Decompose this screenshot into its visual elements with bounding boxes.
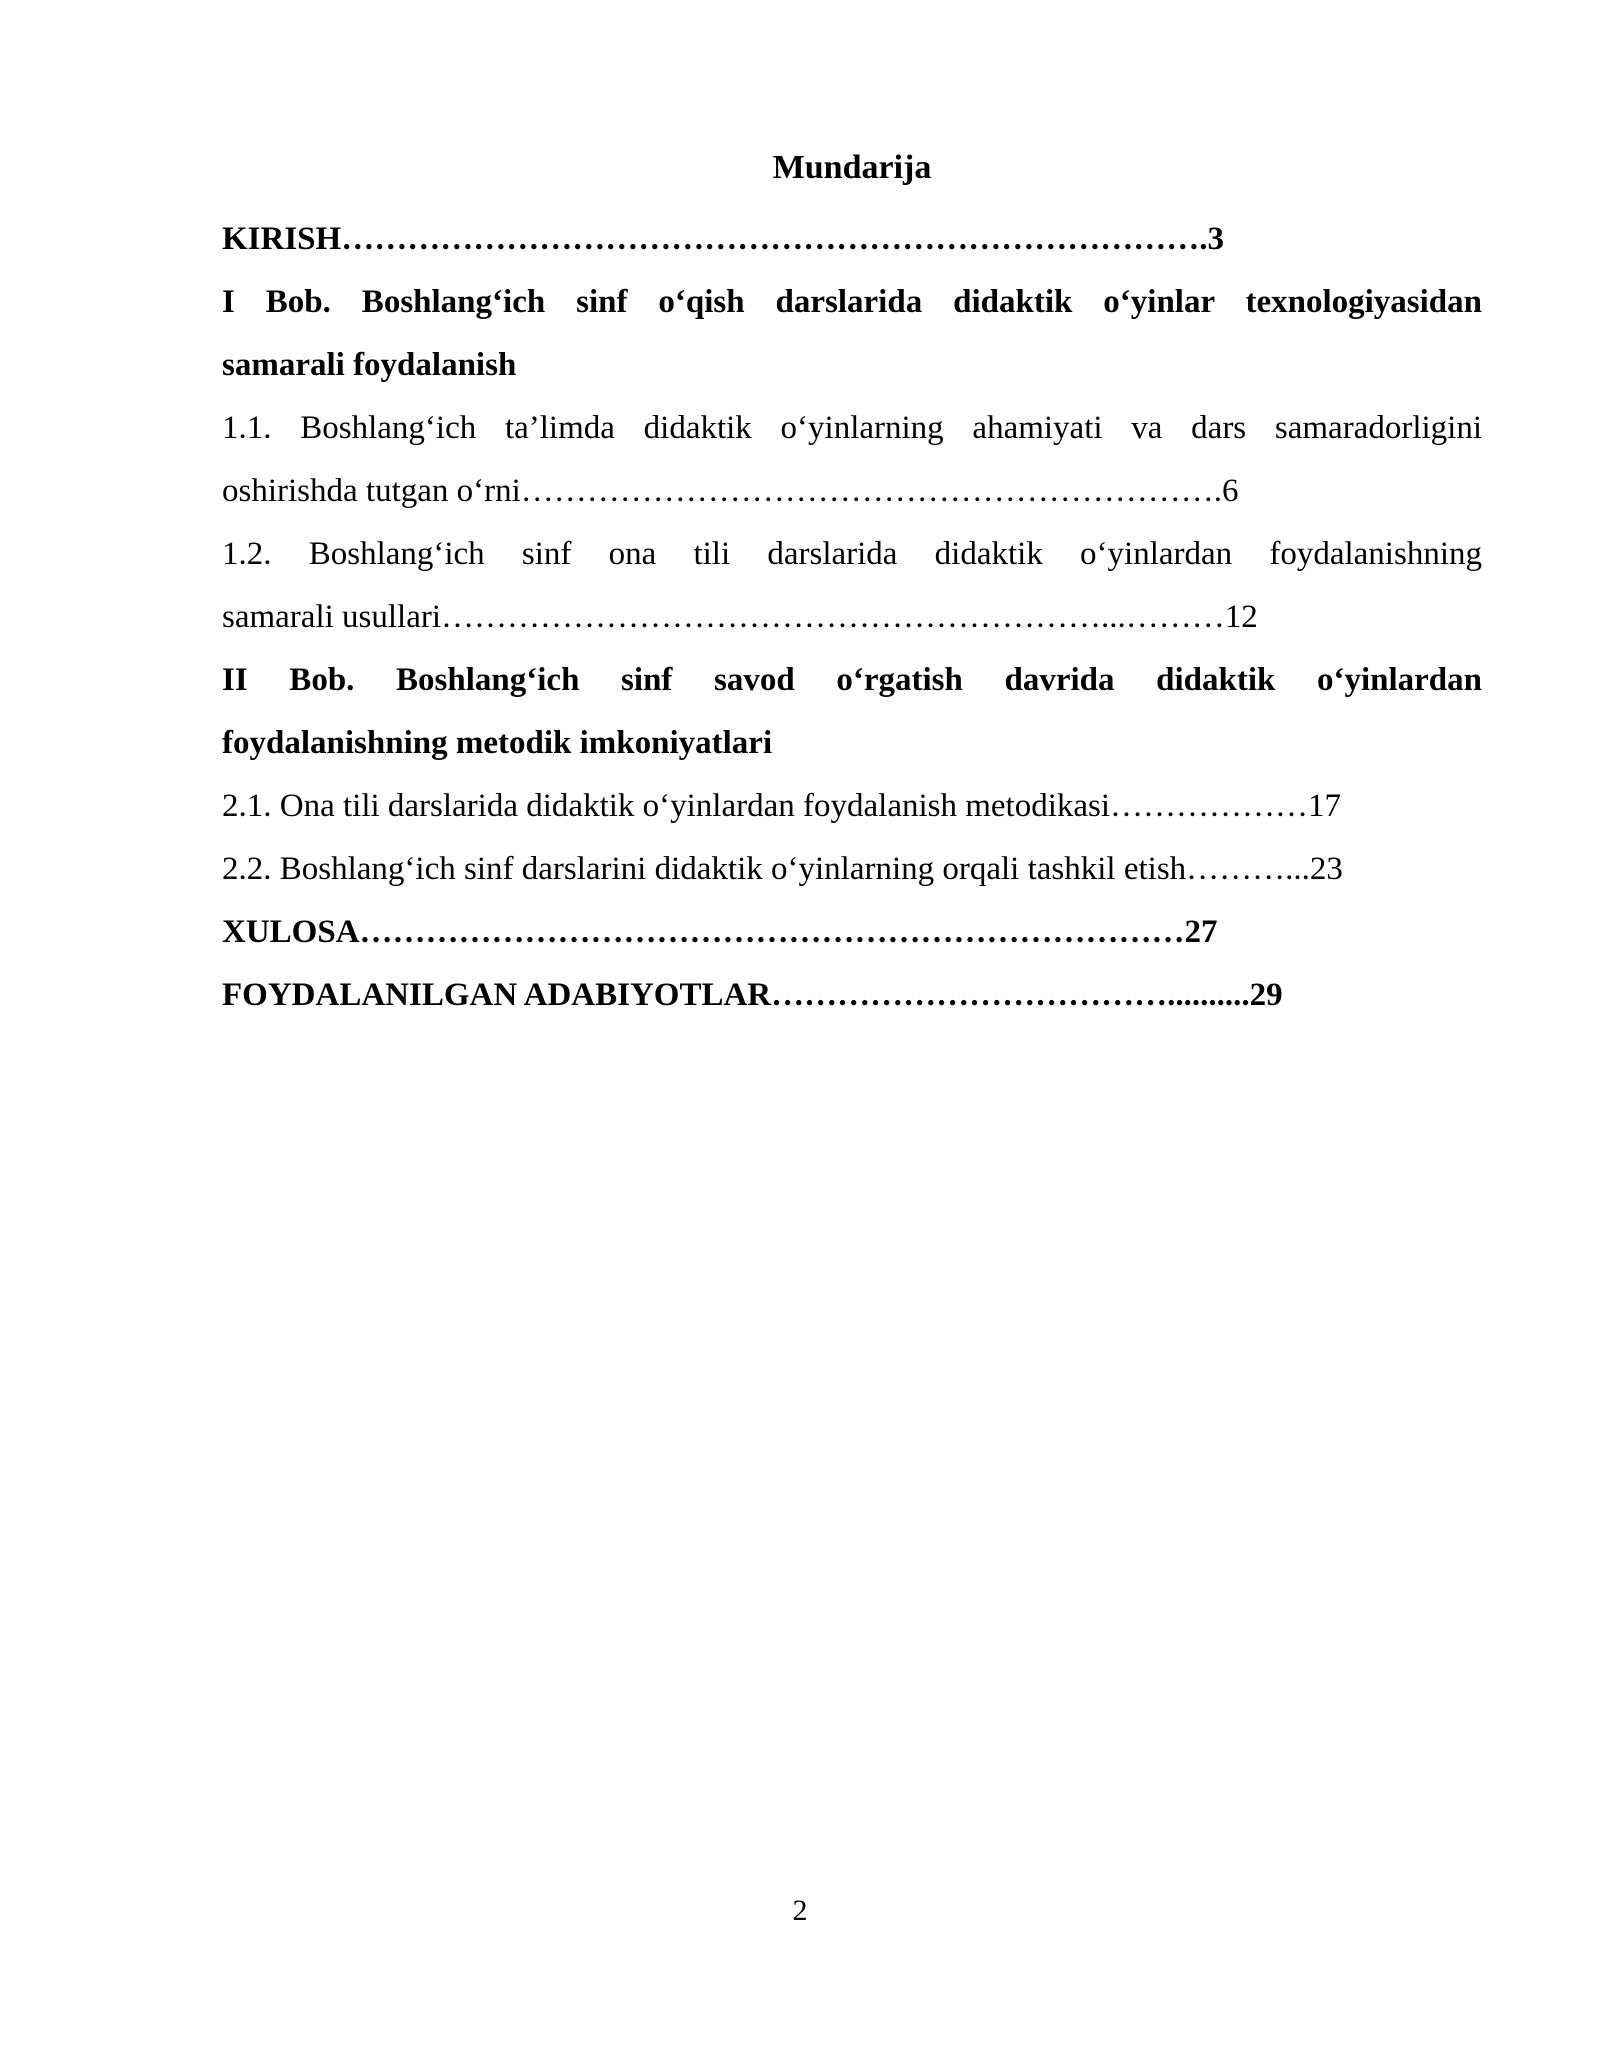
- toc-title: Mundarija: [772, 149, 932, 186]
- toc-section-1-1-cont: oshirishda tutgan o‘rni……………………………………………………….6: [222, 473, 1239, 509]
- table-of-contents: [222, 208, 1482, 1027]
- toc-chapter-1-heading: I Bob. Boshlang‘ich sinf o‘qish darslarida didaktik o‘yinlar texnologiyasidan: [222, 284, 1482, 320]
- toc-chapter-2-heading: II Bob. Boshlang‘ich sinf savod o‘rgatish davrida didaktik o‘yinlardan: [222, 662, 1482, 698]
- page-number: 2: [792, 1894, 808, 1927]
- toc-section-2-1: 2.1. Ona tili darslarida didaktik o‘yinlardan foydalanish metodikasi………………17: [222, 788, 1342, 824]
- toc-chapter-2-heading-cont: foydalanishning metodik imkoniyatlari: [222, 725, 773, 761]
- toc-entry-bibliography: FOYDALANILGAN ADABIYOTLAR………………………………..........29: [222, 977, 1283, 1013]
- toc-section-2-2: 2.2. Boshlang‘ich sinf darslarini didaktik o‘yinlarning orqali tashkil etish………...23: [222, 851, 1343, 887]
- toc-entry-xulosa: XULOSA…………………………………………………………………27: [222, 914, 1218, 950]
- toc-section-1-2: 1.2. Boshlang‘ich sinf ona tili darslarida didaktik o‘yinlardan foydalanishning: [222, 536, 1482, 572]
- toc-chapter-1-heading-cont: samarali foydalanish: [222, 347, 517, 383]
- toc-section-1-1: 1.1. Boshlang‘ich ta’limda didaktik o‘yinlarning ahamiyati va dars samaradorligini: [222, 410, 1482, 446]
- toc-entry-kirish: KIRISH…………………………………………………………………….3: [222, 221, 1224, 257]
- toc-section-1-2-cont: samarali usullari……………………………………………………...………12: [222, 599, 1258, 635]
